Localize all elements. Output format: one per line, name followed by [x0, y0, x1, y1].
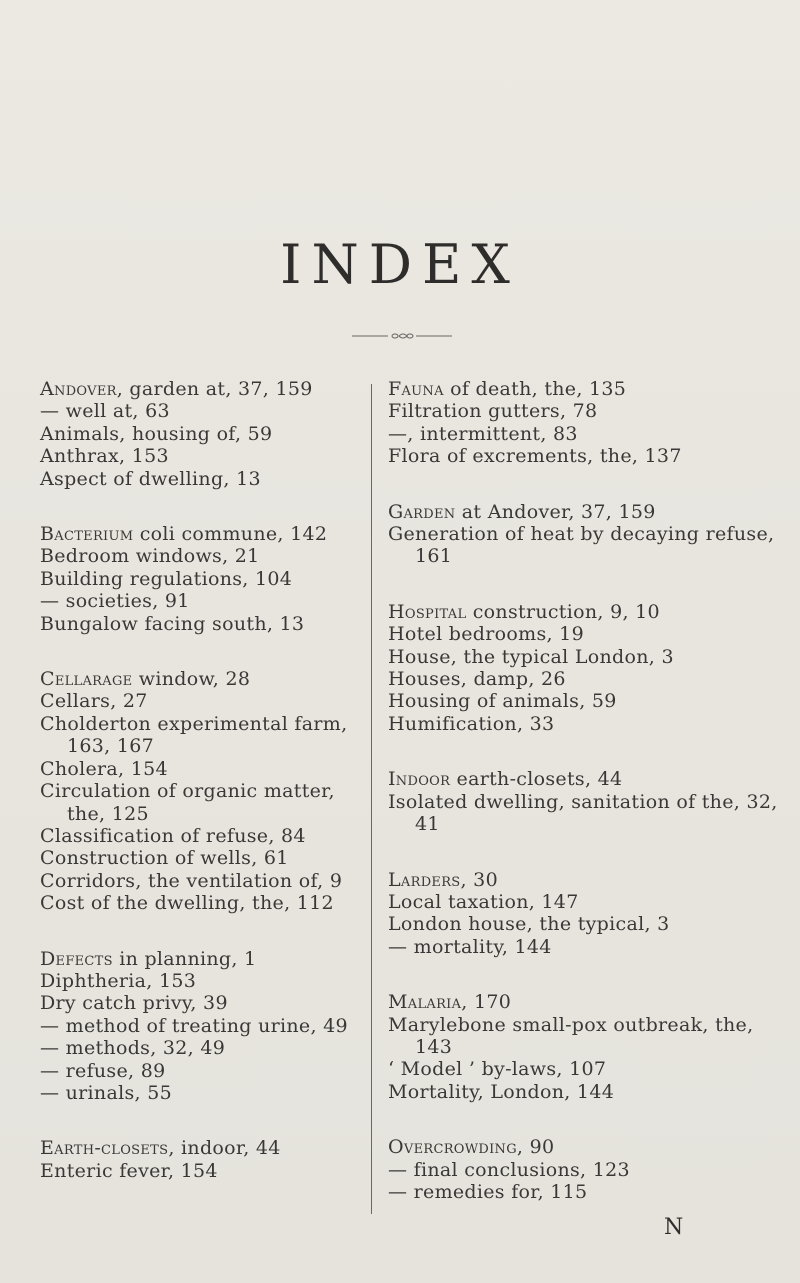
entry-lead-word: Hospital [388, 600, 467, 623]
entry-text: — method of treating urine, 49 [40, 1014, 348, 1037]
index-entry [40, 468, 360, 490]
index-entry [388, 991, 784, 1013]
index-entry [388, 690, 784, 712]
entry-lead-word: Bacterium [40, 523, 134, 546]
entry-text: coli commune, 142 [133, 523, 328, 546]
entry-text: — refuse, 89 [40, 1059, 166, 1082]
index-entry [40, 847, 360, 869]
entry-text: Dry catch privy, 39 [40, 992, 228, 1015]
entry-text: Flora of excrements, the, 137 [388, 445, 682, 468]
entry-text: Enteric fever, 154 [40, 1159, 218, 1182]
entry-text: Hotel bedrooms, 19 [388, 623, 584, 646]
entry-text: Bungalow facing south, 13 [40, 612, 305, 635]
section-gap [388, 1103, 784, 1136]
entry-text: Bedroom windows, 21 [40, 545, 260, 568]
index-entry [40, 992, 360, 1014]
index-entry [388, 523, 784, 568]
entry-text: Marylebone small-pox outbreak, the, 143 [388, 1013, 754, 1058]
section-gap [40, 915, 360, 948]
entry-text: Circulation of organic matter, the, 125 [40, 780, 335, 825]
index-entry [388, 1081, 784, 1103]
entry-lead-word: Earth-closets, [40, 1137, 175, 1160]
index-entry [388, 501, 784, 523]
page-title: INDEX [280, 233, 520, 296]
index-entry [388, 378, 784, 400]
index-entry [40, 948, 360, 970]
section-gap [388, 836, 784, 869]
index-entry [388, 601, 784, 623]
entry-text: — well at, 63 [40, 400, 170, 423]
index-entry [40, 1060, 360, 1082]
index-entry [40, 1160, 360, 1182]
entry-text: — remedies for, 115 [388, 1180, 588, 1203]
entry-text: —, intermittent, 83 [388, 422, 578, 445]
entry-text: at Andover, 37, 159 [455, 500, 656, 523]
entry-text: Cellars, 27 [40, 690, 148, 713]
index-entry [388, 1014, 784, 1059]
entry-text: garden at, 37, 159 [123, 378, 313, 400]
section-gap [40, 490, 360, 523]
entry-lead-word: Fauna [388, 378, 444, 400]
entry-text: Local taxation, 147 [388, 890, 579, 913]
index-entry [388, 668, 784, 690]
index-entry [40, 690, 360, 712]
index-entry [40, 1137, 360, 1159]
index-entry [388, 869, 784, 891]
entry-text: — mortality, 144 [388, 935, 552, 958]
index-entry [40, 825, 360, 847]
entry-text: indoor, 44 [174, 1137, 281, 1160]
entry-text: — societies, 91 [40, 590, 190, 613]
index-entry [40, 445, 360, 467]
index-entry [40, 668, 360, 690]
index-entry [388, 623, 784, 645]
index-entry [40, 758, 360, 780]
entry-text: in planning, 1 [112, 947, 257, 970]
entry-lead-word: Indoor [388, 768, 451, 791]
index-column-right [388, 378, 784, 1203]
index-entry [388, 400, 784, 422]
column-divider [371, 384, 372, 1214]
index-entry [40, 780, 360, 825]
entry-text: Isolated dwelling, sanitation of the, 32, 41 [388, 790, 778, 836]
index-entry [388, 913, 784, 935]
index-entry [40, 523, 360, 545]
entry-text: Construction of wells, 61 [40, 847, 289, 870]
entry-text: window, 28 [132, 668, 251, 691]
index-entry [40, 1037, 360, 1059]
entry-text: Anthrax, 153 [40, 445, 169, 468]
entry-text: Cost of the dwelling, the, 112 [40, 892, 334, 915]
entry-text: of death, the, 135 [443, 378, 627, 400]
entry-lead-word: Andover, [40, 378, 124, 400]
section-gap [388, 568, 784, 601]
index-column-left [40, 378, 360, 1182]
entry-text: Generation of heat by decaying refuse, 161 [388, 523, 775, 568]
index-entry [388, 891, 784, 913]
entry-text: Cholera, 154 [40, 757, 168, 780]
entry-lead-word: Cellarage [40, 668, 133, 691]
entry-text: 90 [523, 1136, 555, 1159]
index-entry [388, 1136, 784, 1158]
index-entry [388, 713, 784, 735]
entry-text: Aspect of dwelling, 13 [40, 467, 261, 490]
index-entry [388, 423, 784, 445]
entry-text: Classification of refuse, 84 [40, 824, 306, 847]
entry-text: — final conclusions, 123 [388, 1158, 630, 1181]
entry-text: earth-closets, 44 [450, 768, 623, 791]
entry-text: — methods, 32, 49 [40, 1037, 226, 1060]
entry-text: Corridors, the ventilation of, 9 [40, 869, 343, 892]
index-entry [40, 892, 360, 914]
entry-text: Houses, damp, 26 [388, 668, 566, 691]
index-entry [388, 1181, 784, 1203]
entry-lead-word: Overcrowding, [388, 1136, 524, 1159]
index-entry [40, 545, 360, 567]
entry-lead-word: Larders, [388, 868, 467, 891]
entry-text: Housing of animals, 59 [388, 690, 617, 713]
ornament-divider [352, 331, 452, 341]
entry-lead-word: Garden [388, 500, 456, 523]
index-entry [388, 791, 784, 836]
index-entry [40, 1015, 360, 1037]
entry-text: Mortality, London, 144 [388, 1080, 615, 1103]
entry-text: 30 [466, 868, 498, 891]
section-gap [40, 635, 360, 668]
index-entry [40, 378, 360, 400]
entry-text: Building regulations, 104 [40, 567, 293, 590]
index-entry [388, 646, 784, 668]
index-entry [40, 870, 360, 892]
index-entry [388, 1058, 784, 1080]
entry-text: Animals, housing of, 59 [40, 422, 273, 445]
section-gap [40, 1104, 360, 1137]
index-entry [40, 970, 360, 992]
index-entry [40, 423, 360, 445]
entry-text: Filtration gutters, 78 [388, 400, 598, 423]
entry-text: construction, 9, 10 [466, 600, 660, 623]
entry-text: Humification, 33 [388, 712, 555, 735]
index-entry [388, 1159, 784, 1181]
section-gap [388, 958, 784, 991]
index-entry [40, 400, 360, 422]
entry-lead-word: Malaria, [388, 991, 468, 1014]
index-entry [40, 1082, 360, 1104]
entry-text: London house, the typical, 3 [388, 913, 670, 936]
section-gap [388, 735, 784, 768]
entry-text: Cholderton experimental farm, 163, 167 [40, 712, 348, 758]
index-entry [388, 768, 784, 790]
index-entry [40, 613, 360, 635]
catchword: N [664, 1215, 684, 1240]
entry-text: ‘ Model ’ by-laws, 107 [388, 1058, 607, 1081]
entry-lead-word: Defects [40, 947, 113, 970]
section-gap [388, 468, 784, 501]
entry-text: 170 [467, 991, 512, 1014]
entry-text: Diphtheria, 153 [40, 969, 197, 992]
index-entry [388, 445, 784, 467]
entry-text: — urinals, 55 [40, 1081, 172, 1104]
index-entry [388, 936, 784, 958]
entry-text: House, the typical London, 3 [388, 645, 674, 668]
index-entry [40, 713, 360, 758]
index-entry [40, 568, 360, 590]
index-entry [40, 590, 360, 612]
